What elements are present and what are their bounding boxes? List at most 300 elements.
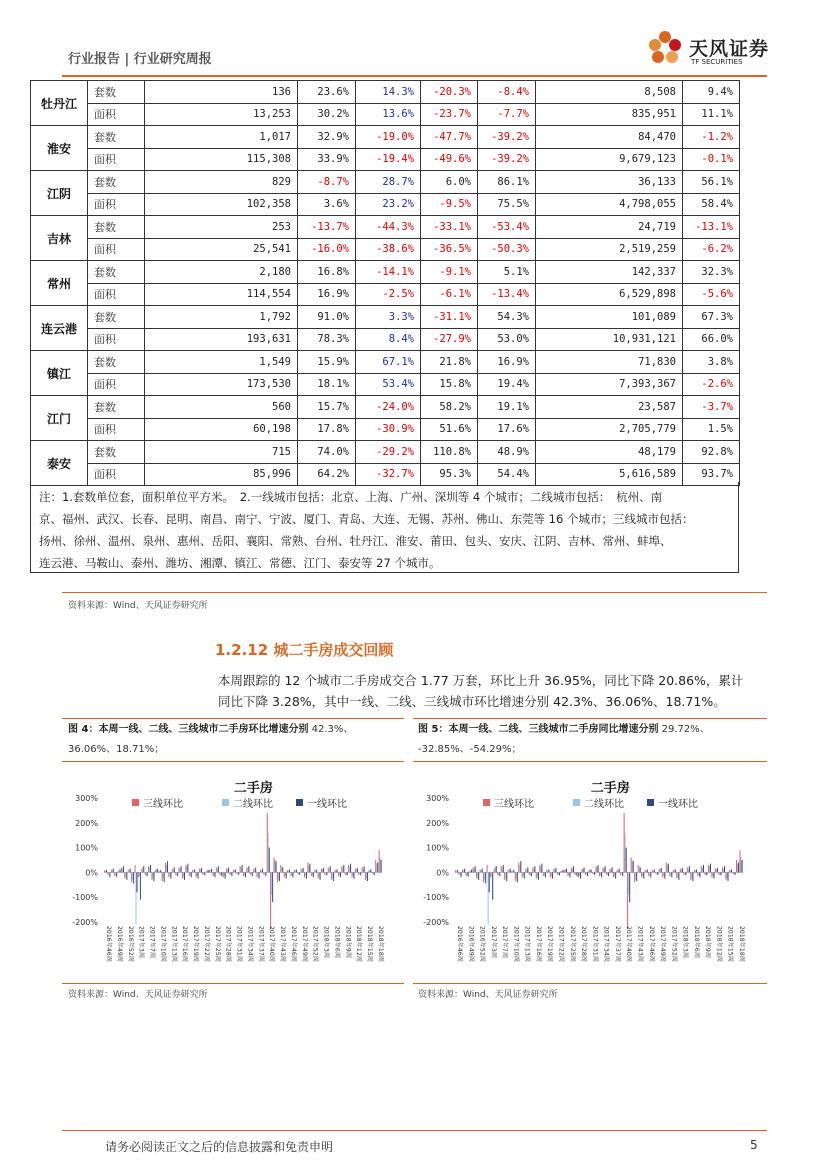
value-cell: 7,393,367	[536, 373, 683, 396]
bar	[139, 872, 140, 876]
bar	[227, 869, 228, 872]
x-tick-label: 2018年9周	[344, 926, 352, 959]
bar	[286, 872, 287, 878]
y-tick-label: 200%	[426, 818, 449, 828]
value-cell: 36,133	[536, 171, 683, 194]
bar	[274, 858, 275, 873]
x-tick-label: 2016年46周	[105, 926, 112, 962]
bar	[299, 872, 300, 874]
value-cell: 829	[145, 171, 298, 194]
bar	[643, 872, 644, 878]
y-tick-label: -200%	[72, 918, 98, 927]
bar	[350, 864, 351, 873]
x-tick-label: 2017年22周	[557, 926, 565, 962]
bar	[668, 864, 669, 873]
bar	[162, 872, 163, 881]
value-cell: -39.2%	[478, 126, 536, 149]
value-cell: 54.4%	[478, 463, 536, 486]
bar	[650, 872, 651, 877]
bar	[114, 872, 115, 876]
bar	[180, 869, 181, 873]
table-note	[30, 482, 739, 573]
bar	[739, 850, 740, 872]
table-row	[31, 148, 740, 171]
bar	[470, 870, 471, 872]
value-cell: 33.9%	[298, 148, 356, 171]
bar	[552, 872, 553, 878]
bar	[603, 867, 604, 872]
bar	[366, 872, 367, 878]
metric-cell: 套数	[88, 171, 145, 194]
bar	[599, 872, 600, 876]
value-cell: -31.1%	[421, 306, 478, 329]
bar	[539, 865, 540, 872]
bar	[701, 866, 702, 872]
city-name-cell: 常州	[31, 261, 88, 306]
bar	[695, 870, 696, 872]
bar	[353, 872, 354, 878]
bar	[682, 868, 683, 872]
bar	[710, 864, 711, 873]
bar	[223, 872, 224, 877]
legend-item	[132, 797, 183, 810]
bar	[495, 867, 496, 872]
bar	[598, 865, 599, 872]
bar	[461, 872, 462, 877]
y-tick-label: 0%	[85, 868, 98, 878]
bar	[306, 872, 307, 878]
bar	[725, 872, 726, 879]
y-tick-label: 100%	[426, 843, 449, 853]
bar	[485, 872, 486, 883]
bar	[308, 865, 309, 872]
bar	[351, 872, 352, 877]
x-tick-label: 2018年12周	[355, 926, 363, 962]
bar	[137, 872, 138, 892]
value-cell: -13.7%	[298, 216, 356, 239]
bar	[642, 872, 643, 876]
figure5-caption-rest: 29.72%、	[658, 724, 710, 735]
bar	[674, 870, 675, 872]
value-cell: 84,470	[536, 126, 683, 149]
bar	[315, 870, 316, 872]
bar	[476, 872, 477, 878]
value-cell: 91.0%	[298, 306, 356, 329]
value-cell: -1.2%	[683, 126, 740, 149]
value-cell: 3.6%	[298, 193, 356, 216]
value-cell: -38.6%	[356, 238, 421, 261]
bar	[229, 872, 230, 874]
value-cell: -33.1%	[421, 216, 478, 239]
bar	[201, 868, 202, 872]
bar	[181, 866, 182, 872]
metric-cell: 面积	[88, 328, 145, 351]
bar	[236, 872, 237, 873]
bar	[275, 860, 276, 872]
bar	[676, 872, 677, 878]
bar	[126, 872, 127, 879]
value-cell: 86.1%	[478, 171, 536, 194]
bar	[586, 872, 587, 874]
value-cell: 102,358	[145, 193, 298, 216]
bar	[544, 872, 545, 875]
bar	[575, 872, 576, 874]
bar	[699, 872, 700, 877]
bar	[112, 870, 113, 872]
bar	[324, 872, 325, 874]
value-cell: 16.9%	[478, 351, 536, 374]
bar	[108, 872, 109, 874]
value-cell: -47.7%	[421, 126, 478, 149]
value-cell: -44.3%	[356, 216, 421, 239]
value-cell: 24,719	[536, 216, 683, 239]
bar	[228, 867, 229, 872]
value-cell: 54.3%	[478, 306, 536, 329]
bar	[536, 872, 537, 878]
bar	[537, 872, 538, 877]
bar	[209, 870, 210, 872]
bar	[105, 871, 106, 872]
bar	[376, 864, 377, 873]
bar	[233, 870, 234, 872]
bar	[202, 872, 203, 874]
y-tick-label: -100%	[72, 893, 98, 903]
bar	[219, 872, 220, 874]
x-tick-label: 2017年13周	[523, 926, 531, 962]
bar	[104, 870, 105, 872]
bar	[574, 872, 575, 874]
bar	[173, 869, 174, 872]
bar	[653, 870, 654, 872]
bar	[640, 867, 641, 872]
bar	[698, 872, 699, 875]
bar	[319, 872, 320, 877]
bar	[690, 872, 691, 879]
value-cell: 715	[145, 441, 298, 464]
bar	[258, 872, 259, 876]
x-tick-label: 2017年37周	[257, 926, 265, 962]
bar	[715, 869, 716, 873]
bar	[360, 872, 361, 875]
figure5-caption	[418, 720, 768, 760]
value-cell: 93.7%	[683, 463, 740, 486]
bar	[362, 867, 363, 872]
brand-logo	[646, 28, 776, 72]
bar	[314, 870, 315, 872]
paragraph-line: 同比下降 3.28%，其中一线、二线、三线城市环比增速分别 42.3%、36.06%、18.71%。	[218, 694, 726, 709]
value-cell: 51.6%	[421, 418, 478, 441]
legend-label: 一线环比	[307, 799, 347, 810]
value-cell: -3.7%	[683, 396, 740, 419]
bar	[621, 872, 622, 874]
bar	[568, 872, 569, 875]
bar	[211, 869, 212, 873]
bar	[635, 872, 636, 879]
brand-name-cn: 天风证券	[689, 38, 770, 60]
value-cell: 19.1%	[478, 396, 536, 419]
figure4-cap-divider	[62, 761, 404, 762]
y-tick-label: -100%	[423, 893, 449, 903]
bar	[303, 868, 304, 872]
bar	[141, 869, 142, 873]
bar	[455, 870, 456, 872]
value-cell: -13.4%	[478, 283, 536, 306]
bar	[462, 869, 463, 872]
bar	[567, 872, 568, 876]
value-cell: 13,253	[145, 103, 298, 126]
bar	[174, 867, 175, 872]
bar	[557, 872, 558, 874]
bar	[278, 872, 279, 879]
figure5-top-divider	[413, 718, 767, 719]
bar	[212, 872, 213, 876]
bar	[276, 861, 277, 872]
bar	[652, 870, 653, 872]
x-tick-label: 2018年3周	[322, 926, 330, 959]
legend-label: 三线环比	[143, 799, 183, 810]
figure4-top-divider	[62, 718, 404, 719]
value-cell: 1,549	[145, 351, 298, 374]
bar	[289, 869, 290, 872]
bar	[678, 872, 679, 879]
figure4-caption-bold: 图 4：本周一线、二线、三线城市二手房环比增速分别	[68, 724, 309, 735]
bar	[243, 872, 244, 876]
bar	[713, 872, 714, 878]
metric-cell: 套数	[88, 351, 145, 374]
bar	[307, 862, 308, 872]
bar	[612, 867, 613, 872]
bar	[111, 869, 112, 872]
bar	[545, 872, 546, 877]
bar	[566, 869, 567, 873]
bar	[298, 872, 299, 874]
x-tick-label: 2017年3周	[137, 926, 145, 959]
bar	[646, 870, 647, 872]
bar	[613, 872, 614, 877]
bar	[291, 872, 292, 875]
x-tick-label: 2017年49周	[659, 926, 667, 962]
brand-name-en: TF SECURITIES	[691, 58, 743, 66]
value-cell: -30.9%	[356, 418, 421, 441]
bar	[661, 868, 662, 872]
metric-cell: 面积	[88, 238, 145, 261]
bar	[633, 861, 634, 872]
metric-cell: 套数	[88, 126, 145, 149]
bar	[140, 872, 141, 899]
bar	[191, 872, 192, 877]
bar	[318, 872, 319, 878]
x-tick-label: 2018年18周	[377, 926, 384, 962]
bar	[147, 872, 148, 876]
legend-item	[222, 797, 273, 810]
bar	[156, 869, 157, 872]
bar	[241, 867, 242, 872]
bar	[660, 869, 661, 872]
bar	[522, 872, 523, 877]
metric-cell: 面积	[88, 193, 145, 216]
bar	[175, 872, 176, 874]
bar	[587, 872, 588, 876]
value-cell: 193,631	[145, 328, 298, 351]
bar	[657, 872, 658, 874]
bar	[217, 869, 218, 873]
bar	[246, 867, 247, 872]
bar	[151, 872, 152, 879]
value-cell: 2,705,779	[536, 418, 683, 441]
bar	[145, 872, 146, 874]
bar	[302, 869, 303, 872]
bar	[606, 872, 607, 874]
bar	[571, 867, 572, 872]
bar	[164, 872, 165, 882]
value-cell: -19.4%	[356, 148, 421, 171]
table-row	[31, 193, 740, 216]
bar	[703, 865, 704, 872]
bar	[166, 865, 167, 872]
value-cell: 23.2%	[356, 193, 421, 216]
figure5-caption-line2: -32.85%、-54.29%；	[418, 744, 522, 755]
bar	[234, 870, 235, 872]
bar	[466, 872, 467, 876]
bar	[491, 872, 492, 876]
value-cell: 4,798,055	[536, 193, 683, 216]
value-cell: 8,508	[536, 81, 683, 104]
bar	[584, 867, 585, 872]
value-cell: 5,616,589	[536, 463, 683, 486]
note-line: 京、福州、武汉、长春、昆明、南昌、南宁、宁波、厦门、青岛、大连、无锡、苏州、佛山、东莞等 16 个城市；三线城市包括：	[39, 512, 694, 526]
bar	[499, 872, 500, 876]
bar	[712, 872, 713, 876]
bar	[719, 872, 720, 874]
bar	[729, 870, 730, 872]
bar	[605, 866, 606, 872]
bar	[569, 872, 570, 877]
bar	[677, 872, 678, 877]
bar	[662, 872, 663, 877]
value-cell: 136	[145, 81, 298, 104]
bar	[196, 872, 197, 877]
bar	[323, 868, 324, 872]
bar	[225, 872, 226, 878]
x-tick-label: 2017年34周	[602, 926, 610, 962]
value-cell: 6,529,898	[536, 283, 683, 306]
value-cell: 560	[145, 396, 298, 419]
value-cell: -53.4%	[478, 216, 536, 239]
bar	[505, 872, 506, 878]
value-cell: 66.0%	[683, 328, 740, 351]
bar	[742, 860, 743, 872]
bar	[559, 872, 560, 875]
bar	[207, 870, 208, 872]
bar	[132, 872, 133, 879]
value-cell: 58.4%	[683, 193, 740, 216]
bar	[525, 869, 526, 873]
bar	[592, 872, 593, 873]
value-cell: 18.1%	[298, 373, 356, 396]
bar	[248, 866, 249, 872]
bar	[471, 869, 472, 872]
x-tick-label: 2017年10周	[159, 926, 167, 962]
bar	[326, 872, 327, 875]
x-tick-label: 2017年28周	[224, 926, 232, 962]
bar	[517, 872, 518, 882]
bar	[457, 870, 458, 872]
bar	[576, 872, 577, 876]
bar	[488, 872, 489, 924]
bar	[597, 867, 598, 872]
value-cell: 21.8%	[421, 351, 478, 374]
bar	[158, 871, 159, 872]
bar	[515, 872, 516, 881]
source-divider	[62, 592, 767, 593]
x-tick-label: 2017年28周	[580, 926, 588, 962]
bar	[610, 869, 611, 873]
bar	[128, 870, 129, 872]
value-cell: 16.9%	[298, 283, 356, 306]
bar	[675, 869, 676, 872]
bar	[498, 872, 499, 875]
value-cell: 142,337	[536, 261, 683, 284]
bar	[333, 872, 334, 881]
value-cell: 3.8%	[683, 351, 740, 374]
bar	[490, 872, 491, 877]
bar	[179, 867, 180, 872]
bar	[265, 872, 266, 876]
bar	[206, 871, 207, 872]
bar	[337, 869, 338, 872]
bar	[348, 865, 349, 872]
page-number: 5	[750, 1138, 758, 1152]
metric-cell: 面积	[88, 103, 145, 126]
value-cell: -20.3%	[421, 81, 478, 104]
table-row	[31, 81, 740, 104]
metric-cell: 面积	[88, 373, 145, 396]
y-tick-label: 300%	[75, 794, 98, 803]
bar	[169, 872, 170, 876]
bar	[704, 872, 705, 874]
bar	[359, 872, 360, 874]
bar	[553, 869, 554, 873]
bar	[629, 872, 630, 902]
value-cell: 25,541	[145, 238, 298, 261]
value-cell: -16.0%	[298, 238, 356, 261]
bar	[199, 869, 200, 873]
bar	[340, 872, 341, 877]
value-cell: 17.6%	[478, 418, 536, 441]
table-source: 资料来源：Wind、天风证券研究所	[68, 601, 208, 611]
bar	[375, 860, 376, 872]
bar	[130, 869, 131, 873]
value-cell: 15.7%	[298, 396, 356, 419]
bar	[511, 871, 512, 872]
bar	[591, 869, 592, 872]
metric-cell: 套数	[88, 81, 145, 104]
bar	[622, 872, 623, 876]
bar	[723, 869, 724, 873]
bar	[558, 872, 559, 874]
figure5-cap-divider	[413, 761, 767, 762]
bar	[172, 869, 173, 873]
value-cell: -8.7%	[298, 171, 356, 194]
value-cell: 48,179	[536, 441, 683, 464]
bar	[608, 872, 609, 876]
metric-cell: 套数	[88, 216, 145, 239]
bar	[252, 872, 253, 876]
value-cell: -29.2%	[356, 441, 421, 464]
bar	[118, 871, 119, 872]
chart-title: 二手房	[233, 781, 273, 796]
value-cell: 95.3%	[421, 463, 478, 486]
